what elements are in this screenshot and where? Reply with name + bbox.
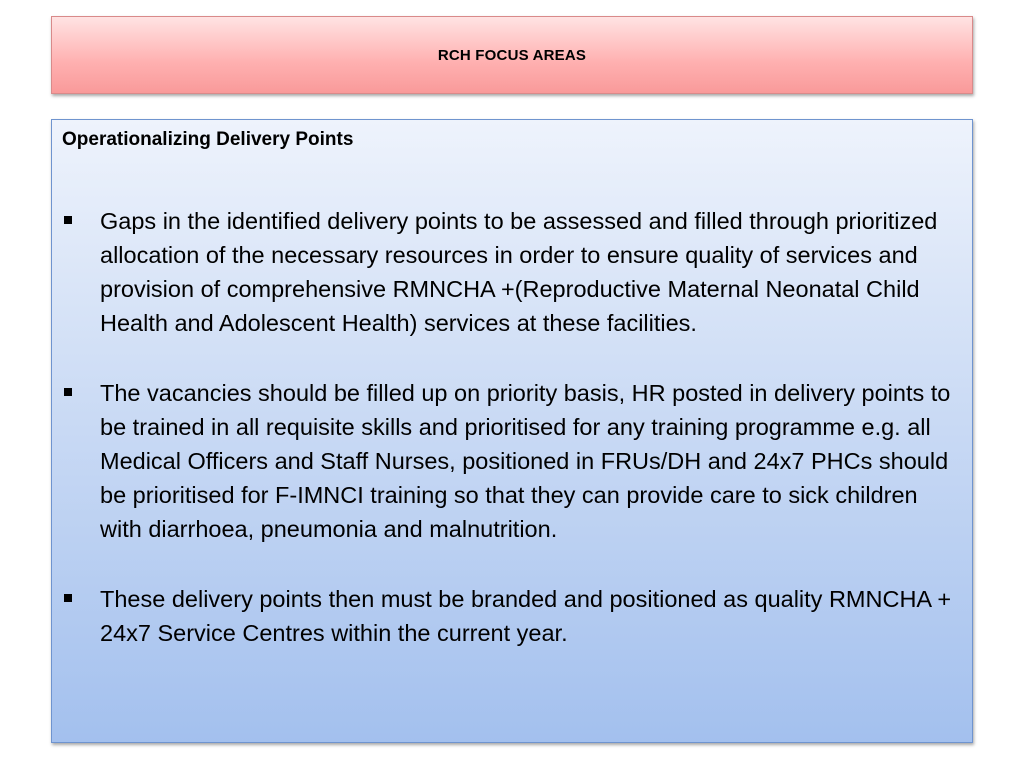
bullet-text: Gaps in the identified delivery points to be assessed and filled through prioritized allocation of the necessary resources in order to ensure quality of services and provision of comprehensive RMNCHA +(Reproductive Maternal Neonatal Child Health and Adolescent Health) services at these facilities.	[100, 208, 938, 336]
bullet-item	[52, 376, 974, 546]
bullet-item	[52, 204, 974, 340]
square-bullet-icon	[64, 216, 72, 224]
square-bullet-icon	[64, 388, 72, 396]
content-box	[51, 119, 973, 743]
bullet-list	[52, 204, 974, 650]
square-bullet-icon	[64, 594, 72, 602]
bullet-text: The vacancies should be filled up on priority basis, HR posted in delivery points to be trained in all requisite skills and prioritised for any training programme e.g. all Medical Officers and Staff Nurses, positioned in FRUs/DH and 24x7 PHCs should be prioritised for F-IMNCI training so that they can provide care to sick children with diarrhoea, pneumonia and malnutrition.	[100, 380, 951, 542]
title-box	[51, 16, 973, 94]
slide-title: RCH FOCUS AREAS	[437, 46, 587, 64]
bullet-item	[52, 582, 974, 650]
bullet-text: These delivery points then must be branded and positioned as quality RMNCHA + 24x7 Service Centres within the current year.	[100, 586, 952, 646]
section-heading: Operationalizing Delivery Points	[62, 129, 354, 150]
